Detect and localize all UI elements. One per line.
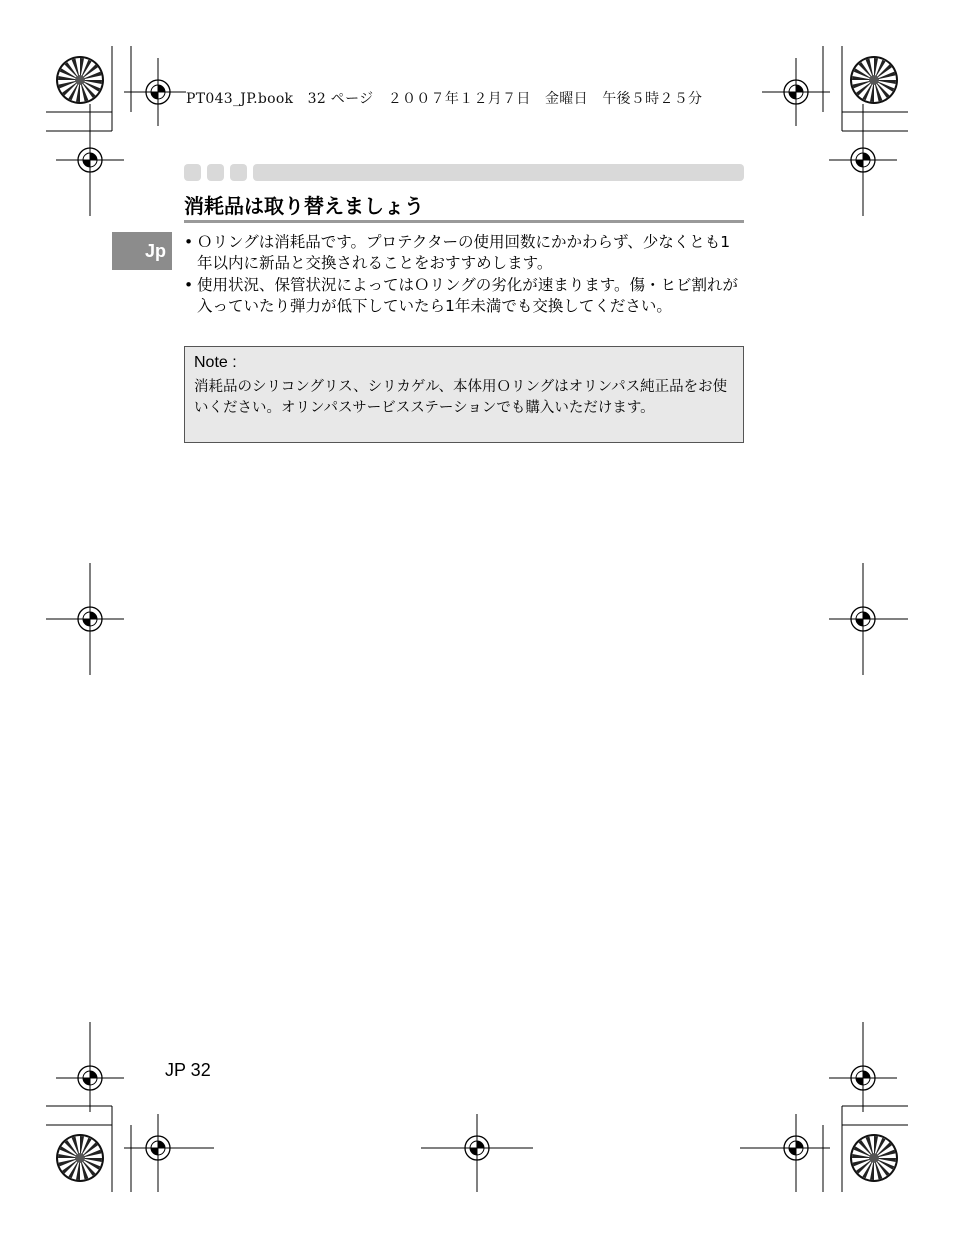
- note-label: Note :: [194, 354, 237, 371]
- bullet-marker: •: [184, 276, 194, 294]
- print-header-line: PT043_JP.book 32 ページ ２００７年１２月７日 金曜日 午後５時２５分: [186, 88, 704, 108]
- note-box: [184, 346, 744, 443]
- section-bar-long: [253, 164, 744, 181]
- section-bar-square: [184, 164, 201, 181]
- bullet-marker: •: [184, 233, 194, 251]
- title-underline: [184, 220, 744, 223]
- section-bar-square: [230, 164, 247, 181]
- page-number: JP 32: [165, 1060, 211, 1080]
- section-title: 消耗品は取り替えましょう: [184, 194, 424, 218]
- bullet-text: Ｏリングは消耗品です。プロテクターの使用回数にかかわらず、少なくとも1年以内に新品と交換されることをおすすめします。: [197, 233, 731, 272]
- section-bar-square: [207, 164, 224, 181]
- list-item: [184, 275, 744, 317]
- note-text: 消耗品のシリコングリス、シリカゲル、本体用Ｏリングはオリンパス純正品をお使いください。オリンパスサービスステーションでも購入いただけます。: [194, 379, 728, 416]
- bullet-list: [184, 232, 744, 318]
- list-item: [184, 232, 744, 274]
- bullet-text: 使用状況、保管状況によってはＯリングの劣化が速まります。傷・ヒビ割れが入っていたり弾力が低下していたら1年未満でも交換してください。: [197, 276, 738, 315]
- language-tab: Jp: [112, 232, 172, 270]
